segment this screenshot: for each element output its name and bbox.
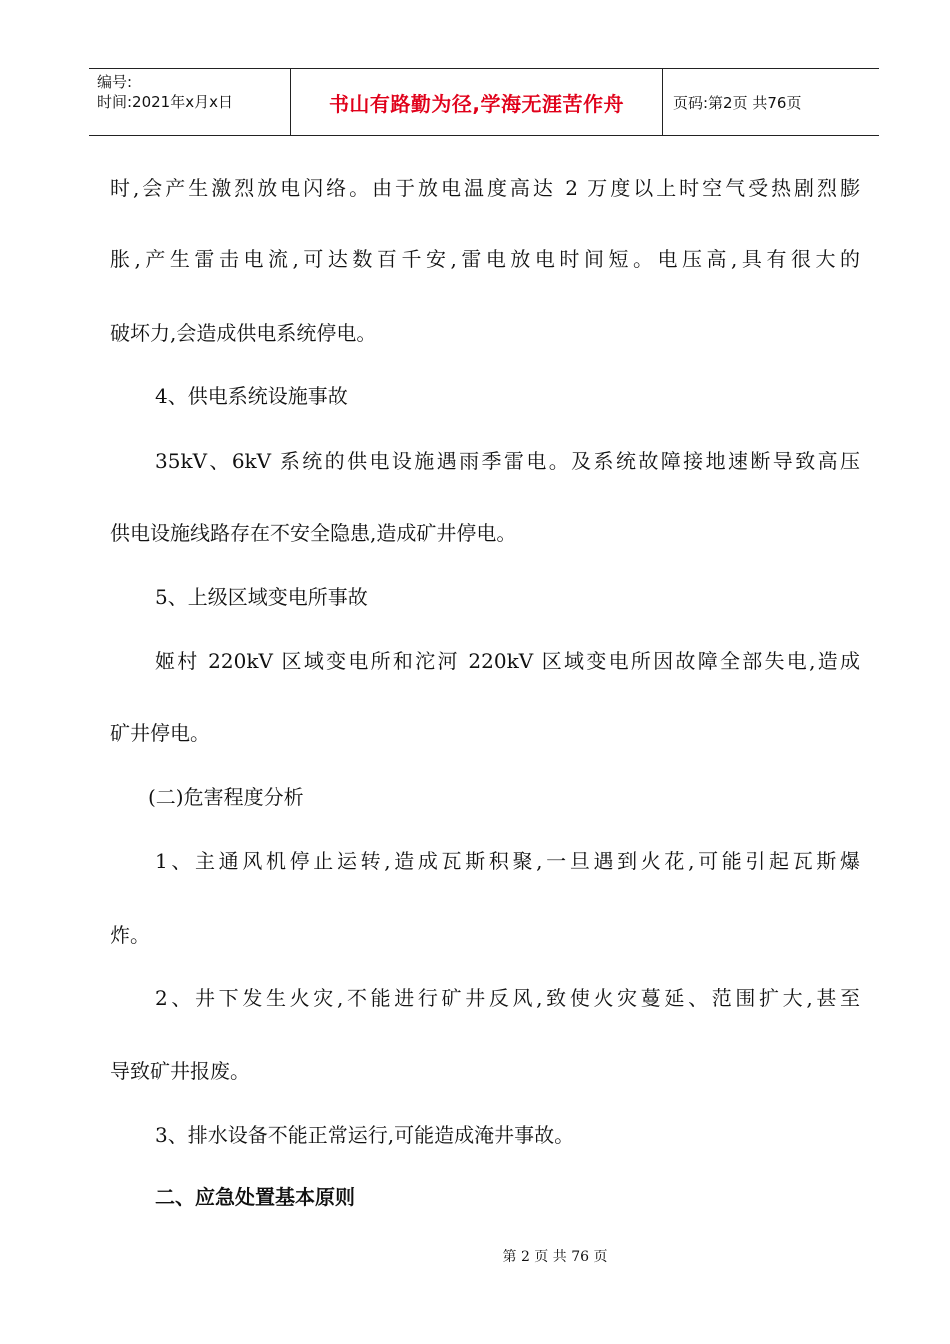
- body-line: 3、排水设备不能正常运行,可能造成淹井事故。: [155, 1123, 575, 1147]
- body-line: 矿井停电。: [110, 721, 210, 745]
- body-line: 炸。: [110, 923, 150, 947]
- section-item-4: 4、供电系统设施事故: [155, 384, 348, 408]
- page-label: 页码:第2页 共76页: [673, 93, 802, 112]
- page-footer: 第 2 页 共 76 页: [502, 1249, 608, 1265]
- number-label: 编号:: [97, 73, 133, 91]
- section-item-5: 5、上级区域变电所事故: [155, 585, 368, 609]
- body-line: 破坏力,会造成供电系统停电。: [110, 321, 377, 345]
- subsection-heading: (二)危害程度分析: [148, 785, 304, 809]
- time-label: 时间:2021年x月x日: [97, 93, 233, 111]
- body-line: 时,会产生激烈放电闪络。由于放电温度高达 2 万度以上时空气受热剧烈膨: [110, 176, 860, 200]
- header-right-cell: [663, 69, 879, 135]
- body-line: 1、主通风机停止运转,造成瓦斯积聚,一旦遇到火花,可能引起瓦斯爆: [155, 849, 860, 873]
- page-header: [89, 68, 879, 136]
- header-middle-cell: [291, 69, 663, 135]
- body-line: 导致矿井报废。: [110, 1059, 250, 1083]
- body-line: 2、井下发生火灾,不能进行矿井反风,致使火灾蔓延、范围扩大,甚至: [155, 986, 860, 1010]
- body-line: 姬村 220kV 区域变电所和沱河 220kV 区域变电所因故障全部失电,造成: [155, 649, 860, 673]
- body-line: 胀,产生雷击电流,可达数百千安,雷电放电时间短。电压高,具有很大的: [110, 247, 860, 271]
- header-left-cell: [89, 69, 291, 135]
- header-motto: 书山有路勤为径,学海无涯苦作舟: [328, 91, 625, 116]
- section-heading: 二、应急处置基本原则: [155, 1185, 355, 1209]
- body-line: 供电设施线路存在不安全隐患,造成矿井停电。: [110, 521, 517, 545]
- body-line: 35kV、6kV 系统的供电设施遇雨季雷电。及系统故障接地速断导致高压: [155, 449, 860, 473]
